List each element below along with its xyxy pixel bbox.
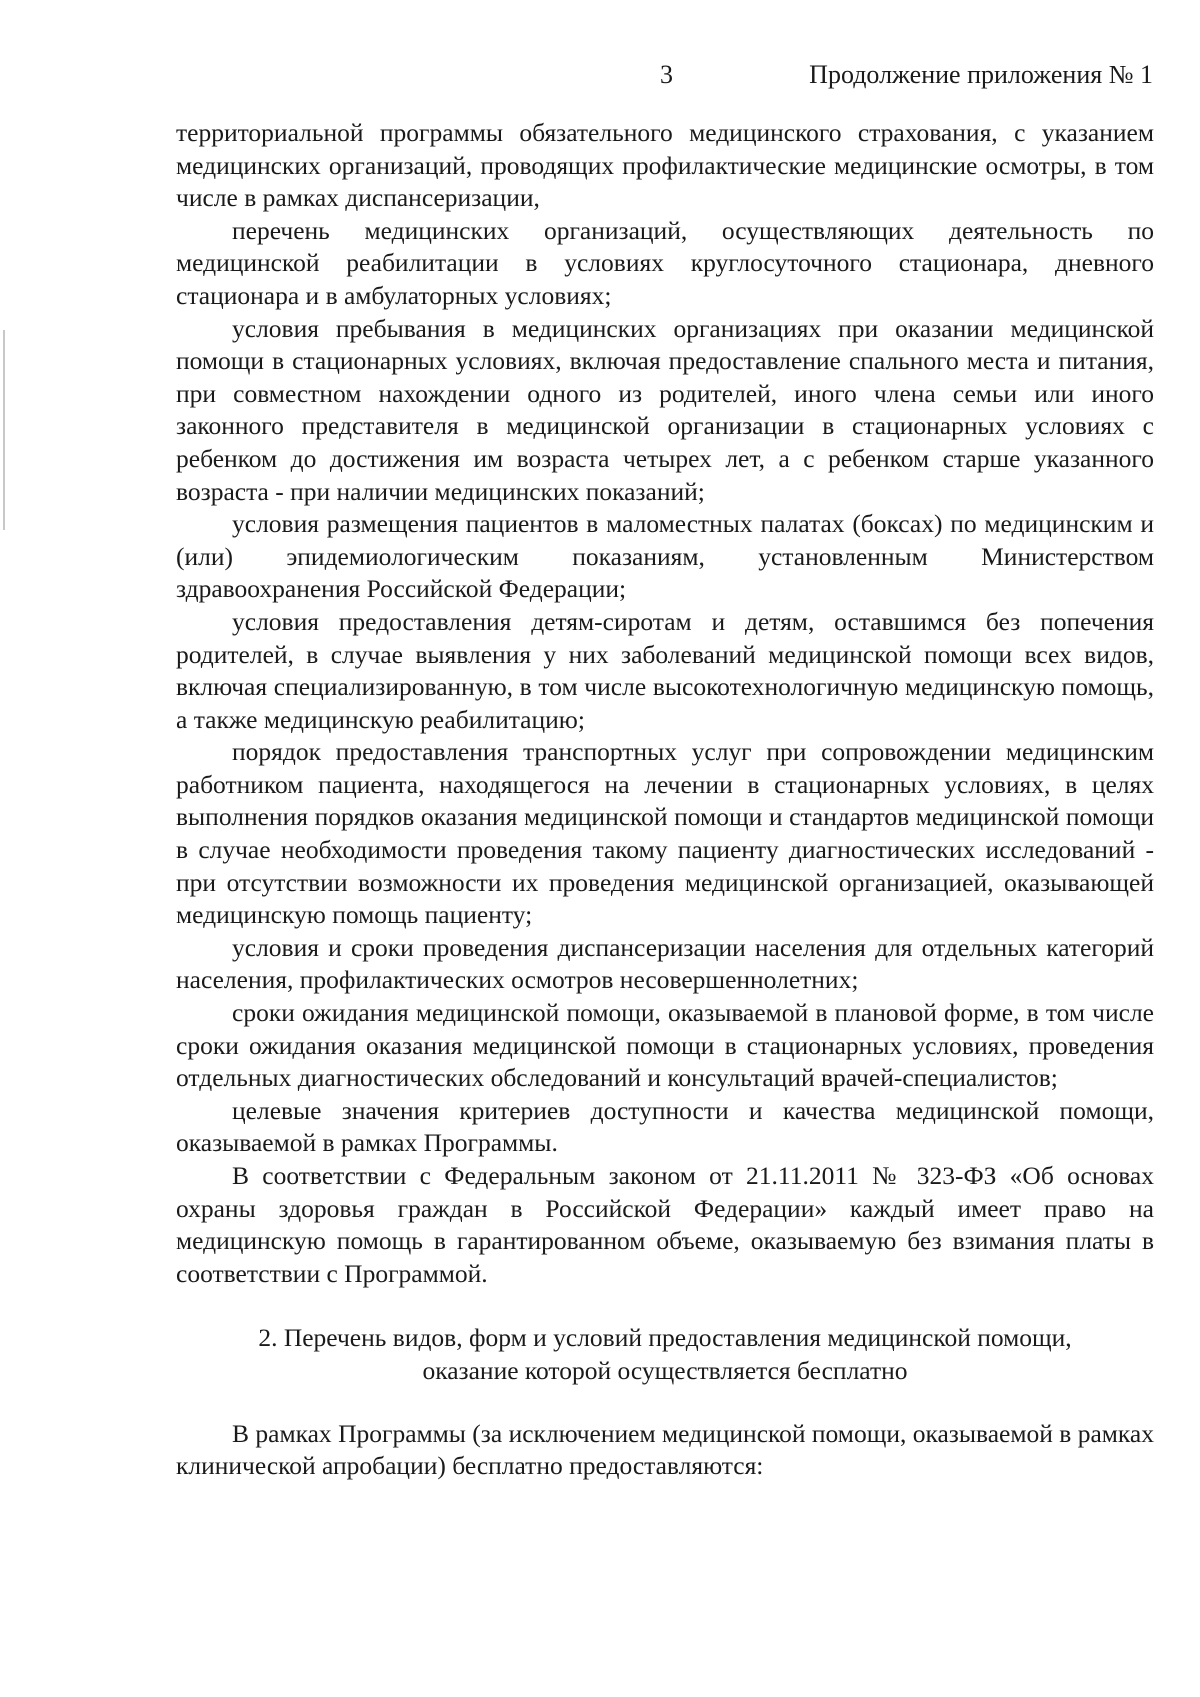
section-heading: 2. Перечень видов, форм и условий предоставления медицинской помощи, оказание которой осуществляется бесплатно	[258, 1323, 1072, 1385]
paragraph: В рамках Программы (за исключением медицинской помощи, оказываемой в рамках клинической апробации) бесплатно предоставляются:	[176, 1418, 1154, 1481]
paragraph: перечень медицинских организаций, осуществляющих деятельность по медицинской реабилитации в условиях круглосуточного стационара, дневного стационара и в амбулаторных условиях;	[176, 215, 1154, 310]
paragraph: В соответствии с Федеральным законом от 21.11.2011 № 323-ФЗ «Об основах охраны здоровья граждан в Российской Федерации» каждый имеет право на медицинскую помощь в гарантированном объеме, оказываемую без взимания платы в соответствии с Программой.	[176, 1161, 1154, 1288]
paragraph: целевые значения критериев доступности и качества медицинской помощи, оказываемой в рамках Программы.	[176, 1095, 1154, 1158]
page-header	[0, 60, 1200, 100]
paragraph: порядок предоставления транспортных услуг при сопровождении медицинским работником пациента, находящегося на лечении в стационарных условиях, в целях выполнения порядков оказания медицинской помощи и стандартов медицинской помощи в случае необходимости проведения такому пациенту диагностических исследований - при отсутствии возможности их проведения медицинской организацией, оказывающей медицинскую помощь пациенту;	[176, 737, 1154, 930]
paragraph: сроки ожидания медицинской помощи, оказываемой в плановой форме, в том числе сроки ожидания оказания медицинской помощи в стационарных условиях, проведения отдельных диагностических обследований и консультаций врачей-специалистов;	[176, 998, 1154, 1093]
scan-edge-mark	[3, 330, 5, 530]
paragraph: территориальной программы обязательного медицинского страхования, с указанием медицинских организаций, проводящих профилактические медицинские осмотры, в том числе в рамках диспансеризации,	[176, 118, 1154, 213]
paragraph: условия пребывания в медицинских организациях при оказании медицинской помощи в стационарных условиях, включая предоставление спального места и питания, при совместном нахождении одного из родителей, иного члена семьи или иного законного представителя в медицинской организации в стационарных условиях с ребенком до достижения им возраста четырех лет, а с ребенком старше указанного возраста - при наличии медицинских показаний;	[176, 313, 1154, 506]
paragraph: условия предоставления детям-сиротам и детям, оставшимся без попечения родителей, в случае выявления у них заболеваний медицинской помощи всех видов, включая специализированную, в том числе высокотехнологичную медицинскую помощь, а также медицинскую реабилитацию;	[176, 606, 1154, 734]
page-number: 3	[660, 60, 673, 89]
appendix-continuation-title: Продолжение приложения № 1	[809, 60, 1153, 89]
paragraph: условия размещения пациентов в маломестных палатах (боксах) по медицинским и (или) эпидемиологическим показаниям, установленным Министерством здравоохранения Российской Федерации;	[176, 509, 1154, 604]
document-body	[176, 117, 1154, 1483]
paragraph: условия и сроки проведения диспансеризации населения для отдельных категорий населения, профилактических осмотров несовершеннолетних;	[176, 932, 1154, 995]
